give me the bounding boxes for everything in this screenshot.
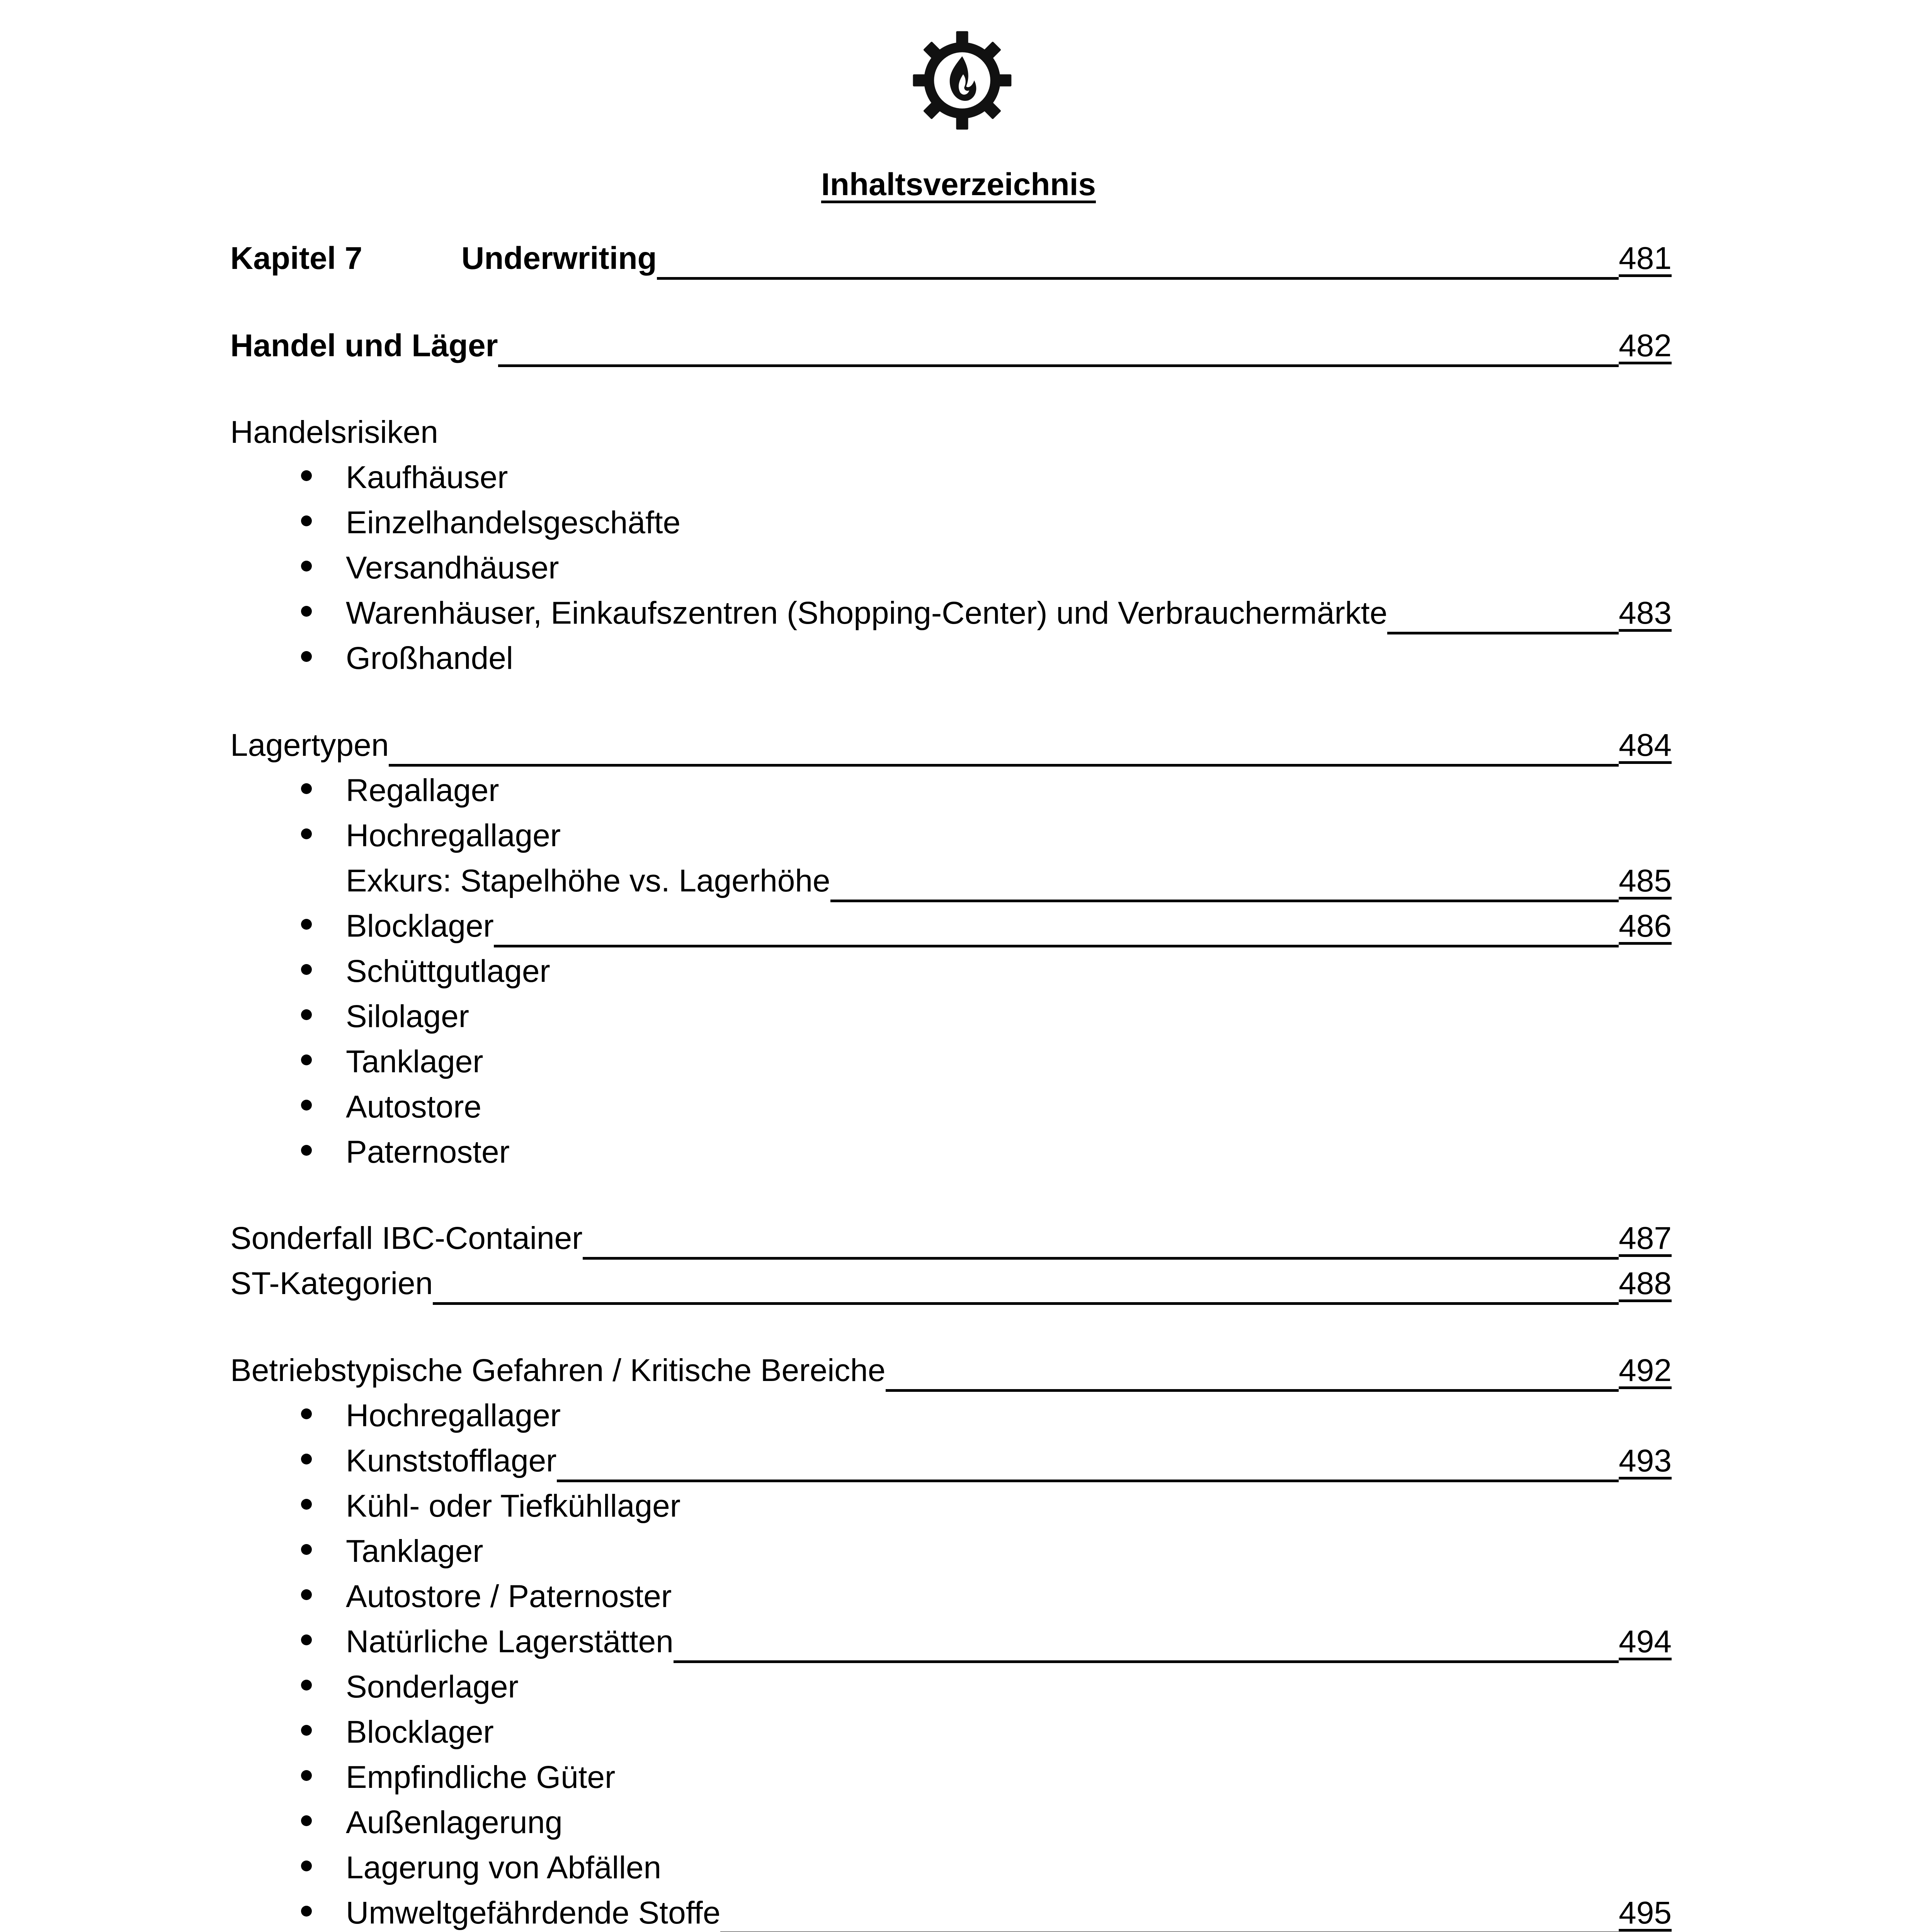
toc-item-row <box>346 945 1672 991</box>
toc-item-row <box>346 1886 1672 1932</box>
page-number: 487 <box>1619 1221 1672 1256</box>
item-title: Außenlagerung <box>346 1805 563 1840</box>
page-number: 486 <box>1619 908 1672 944</box>
section-title: Handel und Läger <box>230 328 498 363</box>
bullet-icon <box>301 1100 312 1111</box>
item-title: Sonderlager <box>346 1669 519 1704</box>
bullet-icon <box>301 1054 312 1065</box>
page-number: 494 <box>1619 1624 1672 1659</box>
page-number: 492 <box>1619 1353 1672 1388</box>
bullet-icon <box>301 606 312 617</box>
item-title: Tanklager <box>346 1534 483 1569</box>
toc-item-row <box>346 451 1672 497</box>
bullet-icon <box>301 964 312 975</box>
bullet-icon <box>301 1454 312 1464</box>
dot-leader <box>433 1302 1619 1305</box>
toc-section-row <box>230 319 1672 366</box>
bullet-icon <box>301 1861 312 1871</box>
bullet-icon <box>301 919 312 930</box>
item-title: Regallager <box>346 773 499 808</box>
bullet-icon <box>301 651 312 662</box>
item-title: Paternoster <box>346 1134 510 1170</box>
bullet-icon <box>301 1680 312 1690</box>
bullet-icon <box>301 1770 312 1781</box>
item-title: Hochregallager <box>346 1398 561 1433</box>
toc-item-row <box>346 1126 1672 1172</box>
toc-item-row <box>346 764 1672 810</box>
bullet-icon <box>301 1725 312 1736</box>
item-title: Schüttgutlager <box>346 954 550 989</box>
item-title: Silolager <box>346 999 469 1034</box>
page-number: 495 <box>1619 1895 1672 1930</box>
section-title: Sonderfall IBC-Container <box>230 1221 583 1256</box>
toc-item-row <box>346 1434 1672 1481</box>
toc-item-row <box>346 1389 1672 1435</box>
toc-item-row <box>346 1706 1672 1752</box>
toc-item-row <box>346 1525 1672 1571</box>
toc-item-row <box>346 990 1672 1036</box>
chapter-number: Kapitel 7 <box>230 241 362 276</box>
item-title: Tanklager <box>346 1044 483 1079</box>
section-title: Handelsrisiken <box>230 415 438 450</box>
bullet-icon <box>301 515 312 526</box>
toc-chapter-row <box>230 232 1672 278</box>
toc-item-row <box>346 1035 1672 1082</box>
item-title: Warenhäuser, Einkaufszentren (Shopping-Center) und Verbrauchermärkte <box>346 595 1388 631</box>
item-title: Empfindliche Güter <box>346 1760 616 1795</box>
bullet-icon <box>301 1145 312 1156</box>
bullet-icon <box>301 1408 312 1419</box>
item-title: Versandhäuser <box>346 550 559 585</box>
toc-item-row <box>346 496 1672 543</box>
toc-item-row <box>346 1480 1672 1526</box>
dot-leader <box>498 364 1619 367</box>
bullet-icon <box>301 1589 312 1600</box>
bullet-icon <box>301 1499 312 1510</box>
toc-item-row <box>346 632 1672 678</box>
item-title: Autostore <box>346 1089 481 1124</box>
toc-item-row <box>346 1615 1672 1662</box>
toc-item-row <box>346 1841 1672 1888</box>
toc-item-row <box>346 587 1672 633</box>
page-number: 488 <box>1619 1266 1672 1301</box>
item-title: Blocklager <box>346 1714 494 1750</box>
toc-item-row <box>346 1570 1672 1616</box>
section-title: Lagertypen <box>230 728 389 763</box>
page-number: 482 <box>1619 328 1672 363</box>
item-title: Natürliche Lagerstätten <box>346 1624 674 1659</box>
bullet-icon <box>301 1009 312 1020</box>
bullet-icon <box>301 1544 312 1555</box>
toc-item-row <box>346 541 1672 588</box>
section-title: ST-Kategorien <box>230 1266 433 1301</box>
page-number: 493 <box>1619 1443 1672 1478</box>
bullet-icon <box>301 470 312 481</box>
item-title: Kunststofflager <box>346 1443 557 1478</box>
dot-leader <box>657 277 1619 280</box>
toc-item-row <box>346 1751 1672 1797</box>
bullet-icon <box>301 783 312 794</box>
item-title: Kühl- oder Tiefkühllager <box>346 1488 681 1524</box>
item-title: Lagerung von Abfällen <box>346 1850 662 1885</box>
bullet-icon <box>301 1906 312 1917</box>
toc-item-row <box>346 1080 1672 1127</box>
item-title: Exkurs: Stapelhöhe vs. Lagerhöhe <box>346 863 830 898</box>
item-title: Umweltgefährdende Stoffe <box>346 1895 721 1930</box>
bullet-icon <box>301 1634 312 1645</box>
toc-section-row <box>230 1344 1672 1390</box>
item-title: Autostore / Paternoster <box>346 1579 672 1614</box>
page-number: 485 <box>1619 863 1672 898</box>
section-title: Betriebstypische Gefahren / Kritische Bereiche <box>230 1353 886 1388</box>
toc-item-row <box>346 900 1672 946</box>
page-title-text: Inhaltsverzeichnis <box>821 167 1096 202</box>
bullet-icon <box>301 561 312 571</box>
toc-item-row <box>346 1660 1672 1707</box>
item-title: Einzelhandelsgeschäfte <box>346 505 681 540</box>
item-title: Blocklager <box>346 908 494 944</box>
toc-subitem-row <box>346 854 1672 901</box>
toc-section-row <box>230 1257 1672 1303</box>
bullet-icon <box>301 1815 312 1826</box>
toc-item-row <box>346 1796 1672 1842</box>
toc-section-row <box>230 406 1672 452</box>
bullet-icon <box>301 828 312 839</box>
page-number: 483 <box>1619 595 1672 631</box>
item-title: Hochregallager <box>346 818 561 853</box>
toc-section-row <box>230 1212 1672 1258</box>
toc-section-row <box>230 719 1672 765</box>
chapter-title: Underwriting <box>461 241 657 276</box>
page-number: 481 <box>1619 241 1672 276</box>
item-title: Großhandel <box>346 641 514 676</box>
page-number: 484 <box>1619 728 1672 763</box>
toc-item-row <box>346 809 1672 855</box>
item-title: Kaufhäuser <box>346 460 508 495</box>
